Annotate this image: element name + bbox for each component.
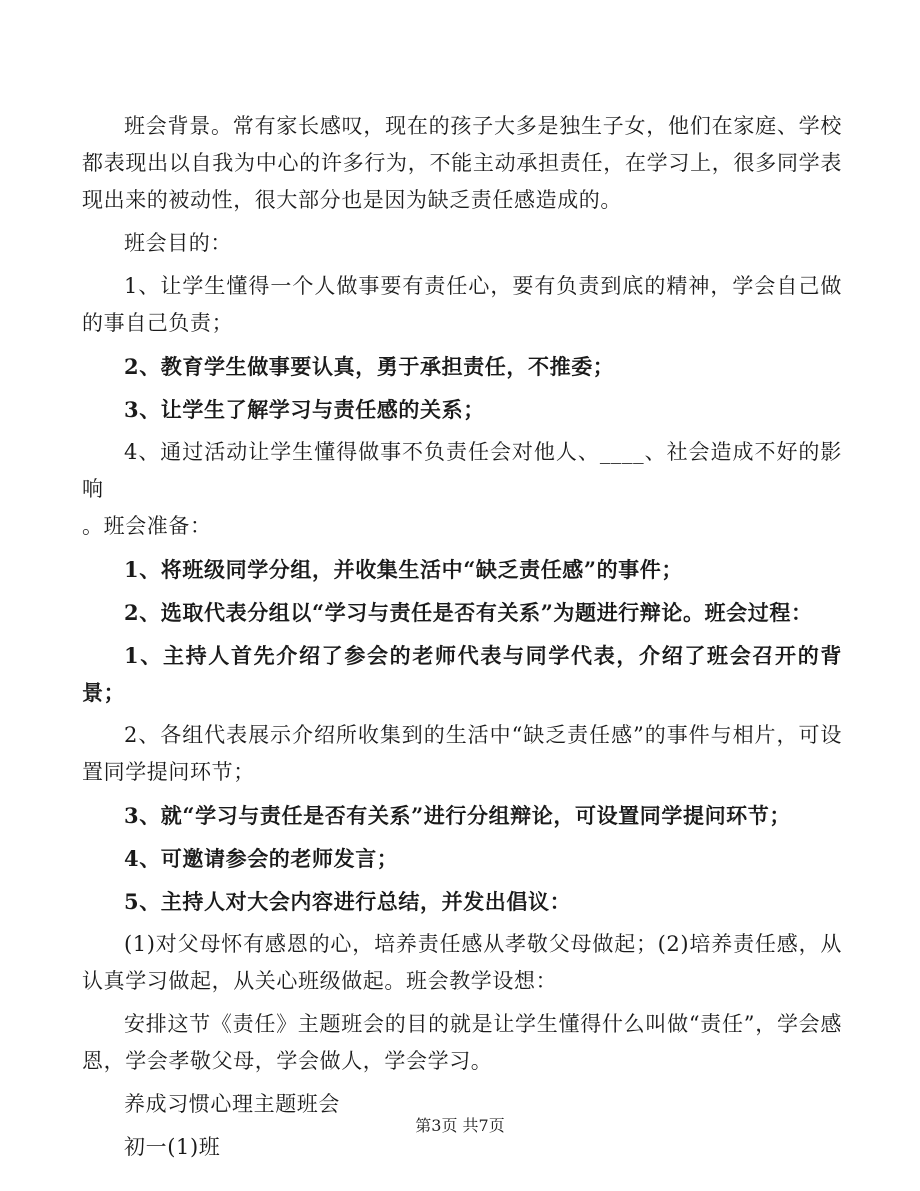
paragraph-process-5: 5、主持人对大会内容进行总结，并发出倡议： — [124, 889, 572, 914]
document-body — [82, 108, 842, 1166]
paragraph-background: 班会背景。常有家长感叹，现在的孩子大多是独生子女，他们在家庭、学校都表现出以自我为中心的许多行为，不能主动承担责任，在学习上，很多同学表现出来的被动性，很大部分也是因为缺乏责任感造成的。 — [82, 114, 842, 212]
paragraph-purpose-3: 3、让学生了解学习与责任感的关系； — [124, 397, 485, 422]
paragraph-next-title: 养成习惯心理主题班会 — [124, 1092, 340, 1116]
paragraph-process-1: 1、主持人首先介绍了参会的老师代表与同学代表，介绍了班会召开的背景； — [82, 643, 842, 705]
paragraph-process-2: 2、各组代表展示介绍所收集到的生活中“缺乏责任感”的事件与相片，可设置同学提问环节； — [82, 723, 842, 784]
paragraph-class-name: 初一(1)班 — [124, 1135, 221, 1159]
paragraph-initiatives: (1)对父母怀有感恩的心，培养责任感从孝敬父母做起；(2)培养责任感，从认真学习做起，从关心班级做起。班会教学设想： — [82, 932, 842, 993]
paragraph-preparation-heading: 。班会准备： — [82, 514, 212, 538]
paragraph-preparation-2: 2、选取代表分组以“学习与责任是否有关系”为题进行辩论。班会过程： — [124, 600, 813, 625]
paragraph-process-4: 4、可邀请参会的老师发言； — [124, 846, 399, 871]
paragraph-purpose-4: 4、通过活动让学生懂得做事不负责任会对他人、____、社会造成不好的影响 — [82, 440, 842, 501]
paragraph-purpose-1: 1、让学生懂得一个人做事要有责任心，要有负责到底的精神，学会自己做的事自己负责； — [82, 274, 842, 335]
page-number-footer: 第3页 共7页 — [415, 1116, 505, 1135]
paragraph-purpose-heading: 班会目的： — [124, 231, 232, 255]
paragraph-process-3: 3、就“学习与责任是否有关系”进行分组辩论，可设置同学提问环节； — [124, 803, 791, 828]
paragraph-purpose-2: 2、教育学生做事要认真，勇于承担责任，不推委； — [124, 354, 615, 379]
paragraph-preparation-1: 1、将班级同学分组，并收集生活中“缺乏责任感”的事件； — [124, 557, 683, 582]
paragraph-teaching-idea: 安排这节《责任》主题班会的目的就是让学生懂得什么叫做“责任”，学会感恩，学会孝敬父母，学会做人，学会学习。 — [82, 1012, 842, 1073]
